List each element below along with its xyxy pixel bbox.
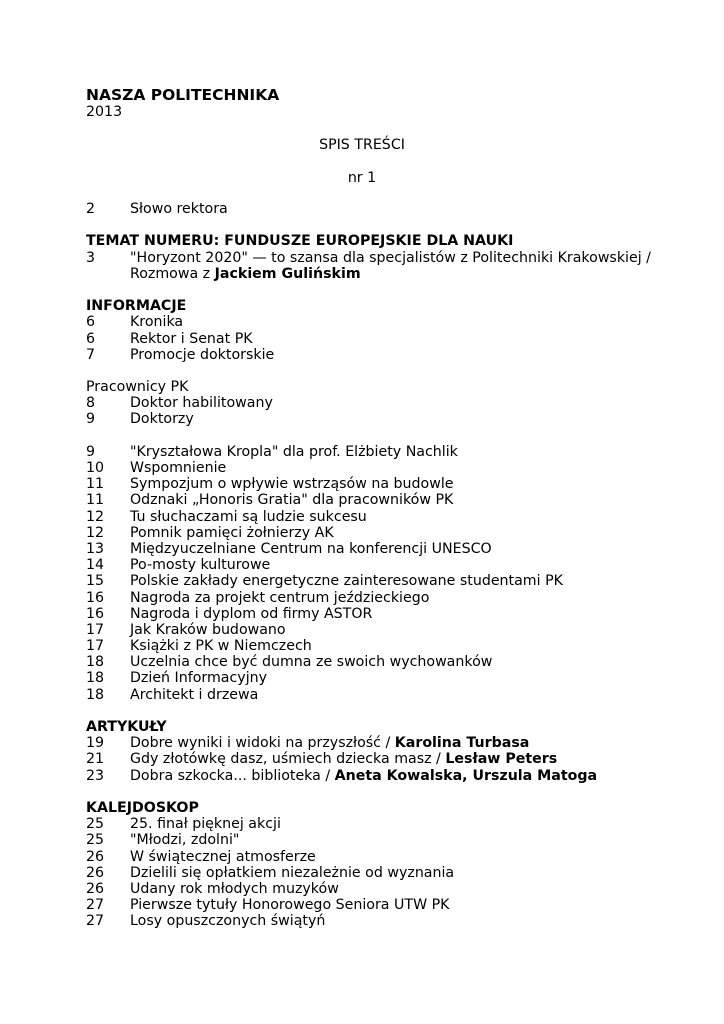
entry-title: Rozmowa z (130, 265, 215, 282)
entry-title: Gdy złotówkę dasz, uśmiech dziecka masz / (130, 751, 446, 768)
toc-entry (86, 541, 686, 557)
toc-label: SPIS TREŚCI (319, 137, 405, 153)
toc-entry (86, 849, 686, 865)
toc-entry (86, 476, 686, 492)
entry-title: Promocje doktorskie (130, 346, 275, 363)
entry-title: Rektor i Senat PK (130, 330, 253, 347)
entry-author: Karolina Turbasa (394, 735, 530, 752)
toc-entry (86, 590, 686, 606)
toc-entry (86, 897, 686, 913)
entry-page: 11 (86, 476, 105, 493)
toc-entry (86, 913, 686, 929)
entry-title: Sympozjum o wpływie wstrząsów na budowle (130, 476, 454, 493)
entry-page: 9 (86, 411, 96, 428)
section-heading-artykuly: ARTYKUŁY (86, 719, 167, 735)
toc-entry (86, 460, 686, 476)
toc-entry (86, 331, 686, 347)
entry-title: Po-mosty kulturowe (130, 557, 271, 574)
informacje-more-list (86, 444, 686, 703)
toc-entry (86, 816, 686, 832)
toc-entry (86, 492, 686, 508)
entry-title: Wspomnienie (130, 460, 227, 476)
entry-title: Nagroda za projekt centrum jeździeckiego (130, 589, 430, 606)
section-heading-temat: TEMAT NUMERU: FUNDUSZE EUROPEJSKIE DLA NAUKI (86, 233, 514, 250)
entry-page: 9 (86, 443, 96, 460)
toc-entry (86, 201, 686, 217)
entry-title: Książki z PK w Niemczech (130, 638, 312, 655)
toc-entry (86, 395, 686, 411)
entry-page: 3 (86, 249, 96, 266)
entry-title: Słowo rektora (130, 201, 228, 217)
entry-page: 18 (86, 670, 105, 687)
entry-page: 27 (86, 897, 105, 914)
entry-title: Dobra szkocka... biblioteka / (130, 767, 335, 784)
section-heading-kalejdoskop: KALEJDOSKOP (86, 799, 199, 816)
entry-page: 14 (86, 557, 105, 574)
toc-entry-continuation (86, 266, 686, 282)
toc-entry (86, 411, 686, 427)
entry-title: Tu słuchaczami są ludzie sukcesu (130, 508, 367, 525)
entry-page: 10 (86, 460, 105, 476)
entry-title: 25. finał pięknej akcji (130, 816, 281, 833)
artykuly-list (86, 735, 686, 784)
toc-entry (86, 509, 686, 525)
table-of-contents (86, 201, 686, 929)
toc-entry (86, 606, 686, 622)
entry-page: 12 (86, 524, 105, 541)
toc-entry (86, 638, 686, 654)
entry-page: 26 (86, 864, 105, 881)
entry-title: Udany rok młodych muzyków (130, 880, 339, 897)
entry-page: 25 (86, 832, 105, 849)
toc-entry (86, 573, 686, 589)
entry-title: Pierwsze tytuły Honorowego Seniora UTW PK (130, 897, 450, 914)
toc-entry (86, 881, 686, 897)
toc-entry (86, 444, 686, 460)
entry-page: 17 (86, 621, 105, 638)
entry-title: "Horyzont 2020" — to szansa dla specjalistów z Politechniki Krakowskiej / (130, 249, 651, 266)
entry-title: Dobre wyniki i widoki na przyszłość / (130, 735, 395, 752)
entry-title: Polskie zakłady energetyczne zainteresowane studentami PK (130, 573, 563, 590)
publication-year: 2013 (86, 104, 123, 120)
toc-entry (86, 525, 686, 541)
toc-entry (86, 832, 686, 848)
entry-page: 13 (86, 540, 105, 557)
entry-author: Jackiem Gulińskim (214, 265, 361, 282)
toc-entry (86, 865, 686, 881)
entry-page: 12 (86, 508, 105, 525)
entry-page: 18 (86, 686, 105, 703)
pracownicy-list (86, 395, 686, 427)
entry-page: 6 (86, 330, 96, 347)
entry-page: 21 (86, 751, 105, 768)
entry-title: W świątecznej atmosferze (130, 848, 316, 865)
entry-page: 27 (86, 913, 105, 930)
entry-title: Doktor habilitowany (130, 395, 273, 412)
entry-page: 6 (86, 314, 96, 331)
toc-entry (86, 670, 686, 686)
toc-entry (86, 347, 686, 363)
entry-title: Dzień Informacyjny (130, 670, 268, 687)
entry-page: 26 (86, 880, 105, 897)
entry-page: 15 (86, 573, 105, 590)
entry-title: Uczelnia chce być dumna ze swoich wychowanków (130, 654, 493, 671)
subsection-heading: Pracownicy PK (86, 379, 189, 396)
section-heading-informacje: INFORMACJE (86, 298, 187, 315)
entry-page: 16 (86, 589, 105, 606)
toc-entry (86, 735, 686, 751)
toc-entry (86, 687, 686, 703)
entry-title: Architekt i drzewa (130, 686, 259, 703)
entry-page: 25 (86, 816, 105, 833)
entry-title: Losy opuszczonych świątyń (130, 913, 326, 930)
toc-entry (86, 250, 686, 266)
toc-entry (86, 557, 686, 573)
kalejdoskop-list (86, 816, 686, 929)
entry-page: 23 (86, 767, 105, 784)
publication-title: NASZA POLITECHNIKA (86, 86, 280, 104)
entry-page: 11 (86, 492, 105, 509)
entry-title: "Młodzi, zdolni" (130, 832, 240, 849)
toc-entry (86, 314, 686, 330)
toc-entry (86, 768, 686, 784)
entry-page: 19 (86, 735, 105, 752)
toc-entry (86, 654, 686, 670)
entry-title: Jak Kraków budowano (130, 621, 286, 638)
entry-page: 17 (86, 638, 105, 655)
entry-author: Aneta Kowalska, Urszula Matoga (334, 767, 598, 784)
entry-page: 18 (86, 654, 105, 671)
entry-title: Międzyuczelniane Centrum na konferencji UNESCO (130, 540, 492, 557)
entry-page: 26 (86, 848, 105, 865)
entry-page: 7 (86, 346, 96, 363)
toc-entry (86, 622, 686, 638)
entry-title: Kronika (130, 314, 184, 331)
entry-title: Doktorzy (130, 411, 194, 428)
entry-page: 8 (86, 395, 96, 412)
entry-title: Dzielili się opłatkiem niezależnie od wyznania (130, 864, 455, 881)
issue-number: nr 1 (347, 170, 377, 186)
entry-title: Nagroda i dyplom od firmy ASTOR (130, 605, 373, 622)
entry-page: 16 (86, 605, 105, 622)
informacje-list (86, 314, 686, 363)
entry-page: 2 (86, 201, 96, 217)
entry-title: Pomnik pamięci żołnierzy AK (130, 524, 334, 541)
entry-author: Lesław Peters (445, 751, 558, 768)
entry-title: Odznaki „Honoris Gratia" dla pracowników PK (130, 492, 454, 509)
toc-entry (86, 751, 686, 767)
entry-title: "Kryształowa Kropla" dla prof. Elżbiety Nachlik (130, 443, 458, 460)
